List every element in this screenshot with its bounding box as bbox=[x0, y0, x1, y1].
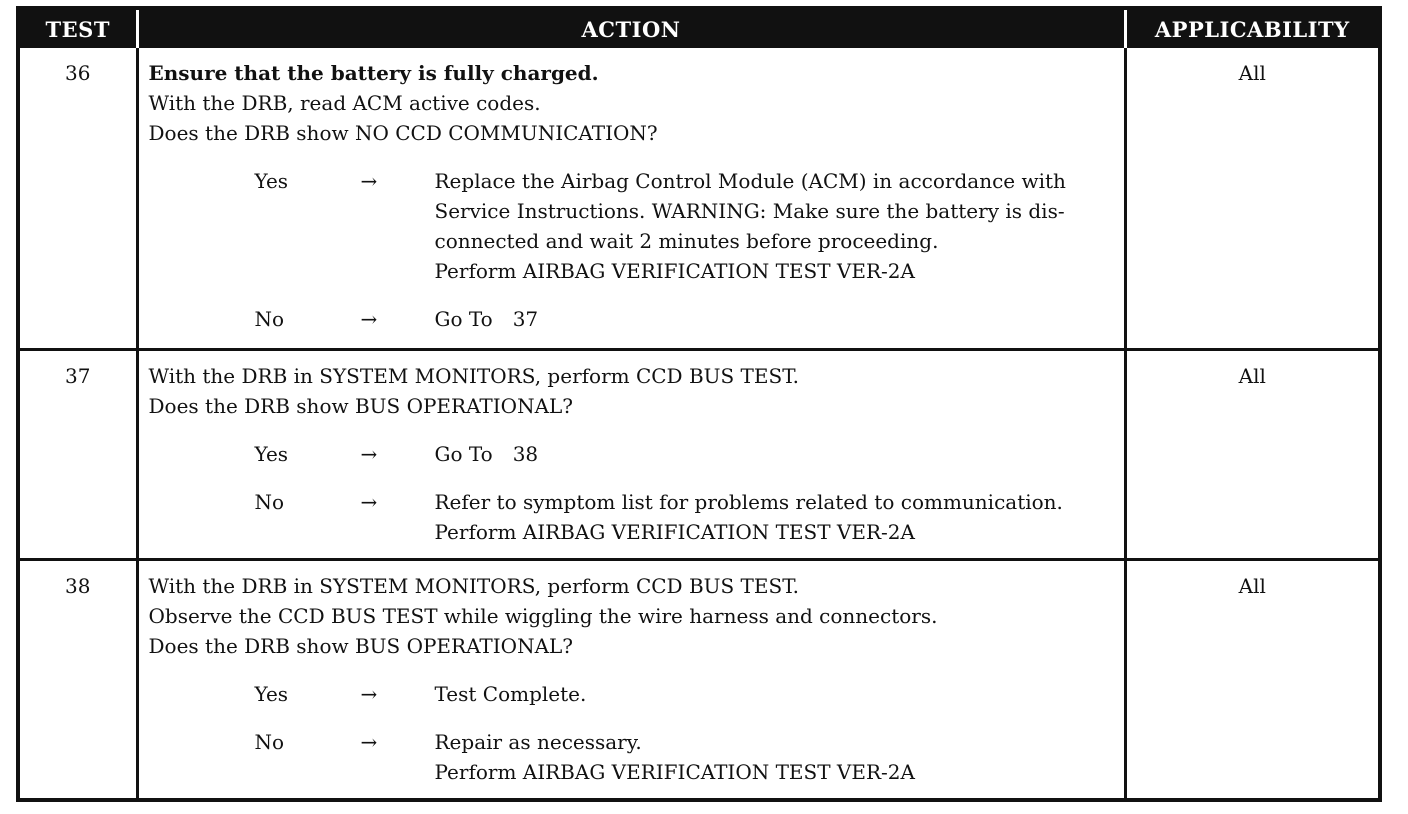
arrow-icon: → bbox=[360, 169, 378, 193]
result-line: Perform AIRBAG VERIFICATION TEST VER-2A bbox=[434, 759, 915, 784]
action-line: With the DRB in SYSTEM MONITORS, perform CCD BUS TEST. bbox=[148, 363, 799, 388]
goto-target: 37 bbox=[512, 307, 539, 331]
action-cell bbox=[137, 349, 1125, 559]
applicability-cell: All bbox=[1125, 349, 1380, 559]
no-branch bbox=[149, 304, 1116, 334]
no-label: No bbox=[254, 729, 285, 754]
goto-target: 38 bbox=[512, 441, 539, 466]
result-line: connected and wait 2 minutes before proceeding. bbox=[434, 229, 939, 253]
action-line: Observe the CCD BUS TEST while wiggling the wire harness and connectors. bbox=[148, 603, 938, 628]
no-label: No bbox=[254, 307, 285, 331]
yes-result bbox=[435, 679, 1116, 709]
header-test: TEST bbox=[18, 8, 137, 48]
arrow-icon: → bbox=[360, 681, 378, 706]
result-line: Repair as necessary. bbox=[434, 729, 642, 754]
test-number: 36 bbox=[65, 61, 91, 85]
no-result bbox=[435, 727, 1116, 787]
no-branch bbox=[149, 487, 1116, 547]
no-result bbox=[435, 304, 1116, 334]
test-row-38 bbox=[18, 559, 1380, 800]
action-cell bbox=[137, 559, 1125, 800]
yes-result bbox=[435, 166, 1116, 286]
yes-branch bbox=[149, 439, 1116, 469]
arrow-icon: → bbox=[360, 441, 378, 466]
no-branch bbox=[149, 727, 1116, 787]
test-number: 38 bbox=[18, 559, 137, 800]
action-cell bbox=[137, 48, 1125, 349]
yes-label: Yes bbox=[254, 441, 289, 466]
yes-branch bbox=[149, 166, 1116, 286]
action-line: Does the DRB show BUS OPERATIONAL? bbox=[148, 633, 574, 658]
result-line: Replace the Airbag Control Module (ACM) in accordance with bbox=[434, 169, 1066, 193]
test-row-36 bbox=[18, 48, 1380, 349]
header-action: ACTION bbox=[137, 8, 1125, 48]
result-line: Perform AIRBAG VERIFICATION TEST VER-2A bbox=[434, 519, 915, 544]
yes-result bbox=[435, 439, 1116, 469]
result-line: Perform AIRBAG VERIFICATION TEST VER-2A bbox=[434, 259, 915, 283]
arrow-icon: → bbox=[360, 489, 378, 514]
yes-label: Yes bbox=[254, 169, 289, 193]
no-label: No bbox=[254, 489, 285, 514]
action-line: With the DRB, read ACM active codes. bbox=[148, 91, 541, 115]
test-number: 37 bbox=[18, 349, 137, 559]
result-line: Service Instructions. WARNING: Make sure the battery is dis- bbox=[434, 199, 1065, 223]
no-result bbox=[435, 487, 1116, 547]
header-row bbox=[18, 8, 1380, 48]
test-row-37 bbox=[18, 349, 1380, 559]
header-applicability: APPLICABILITY bbox=[1125, 8, 1380, 48]
action-line: With the DRB in SYSTEM MONITORS, perform CCD BUS TEST. bbox=[148, 573, 799, 598]
goto-label: Go To bbox=[434, 307, 493, 331]
applicability-cell: All bbox=[1125, 48, 1380, 349]
arrow-icon: → bbox=[360, 307, 378, 331]
result-line: Test Complete. bbox=[434, 681, 587, 706]
yes-label: Yes bbox=[254, 681, 289, 706]
result-line: Refer to symptom list for problems related to communication. bbox=[434, 489, 1063, 514]
action-line: Does the DRB show BUS OPERATIONAL? bbox=[148, 393, 574, 418]
action-line: Does the DRB show NO CCD COMMUNICATION? bbox=[148, 121, 658, 145]
action-line: Ensure that the battery is fully charged. bbox=[148, 61, 599, 85]
arrow-icon: → bbox=[360, 729, 378, 754]
diagnostic-table bbox=[16, 6, 1382, 802]
applicability-cell: All bbox=[1125, 559, 1380, 800]
goto-label: Go To bbox=[434, 441, 493, 466]
yes-branch bbox=[149, 679, 1116, 709]
